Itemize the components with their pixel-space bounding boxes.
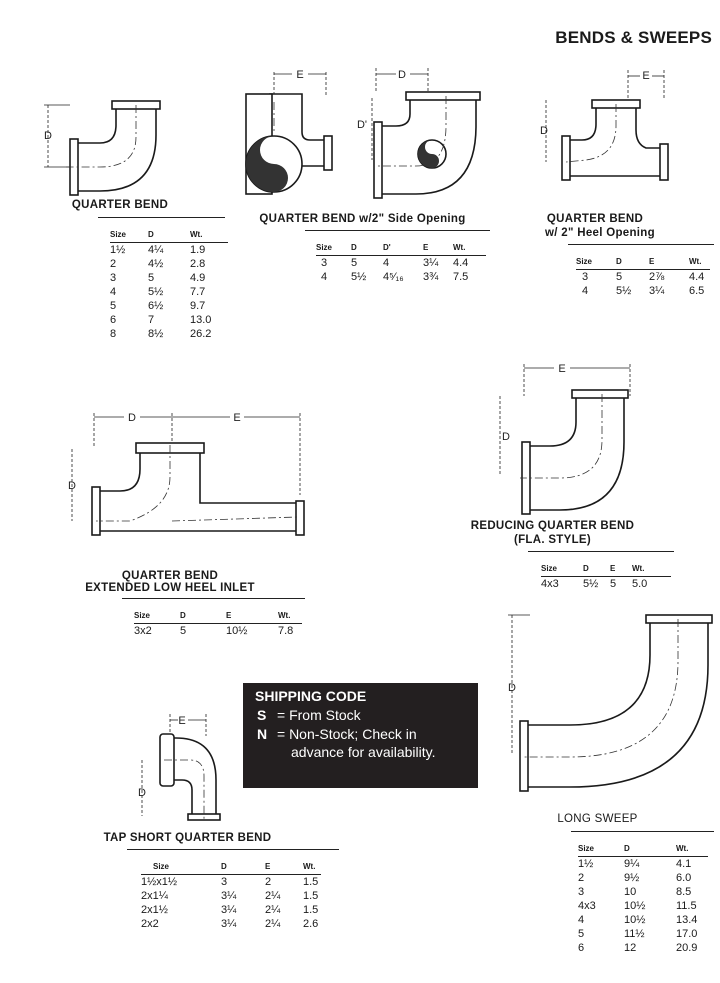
quarter-bend-diagram <box>40 95 180 200</box>
table-row: 3 10 8.5 <box>578 886 692 898</box>
table-row: 4 5½ 3¼ 6.5 <box>582 285 705 297</box>
tap-short-diagram <box>130 710 240 825</box>
table-header: Size <box>316 242 351 256</box>
low-heel-table <box>134 610 302 638</box>
reducing-table <box>541 563 671 591</box>
table-header: Size <box>576 256 616 270</box>
low-heel-caption-2: EXTENDED LOW HEEL INLET <box>85 582 255 594</box>
heel-opening-table <box>576 256 710 298</box>
page-title: BENDS & SWEEPS <box>555 28 712 47</box>
table-row: 2 9½ 6.0 <box>578 872 692 884</box>
svg-text:D: D <box>502 431 510 443</box>
table-row: 4 10½ 13.4 <box>578 914 698 926</box>
long-sweep-diagram <box>500 605 720 805</box>
svg-text:D: D <box>540 125 548 137</box>
heel-opening-diagram <box>530 64 670 184</box>
reducing-caption-1: REDUCING QUARTER BEND <box>470 520 635 532</box>
table-row: 1½ 4¼ 1.9 <box>110 244 206 256</box>
table-row: 3x2 5 10½ 7.8 <box>134 625 294 637</box>
table-row: 4x3 10½ 11.5 <box>578 900 697 912</box>
table-header: E <box>610 563 632 577</box>
table-header: Wt. <box>689 256 710 270</box>
side-opening-diagram <box>240 62 500 212</box>
shipping-code-s: S = From Stock <box>257 707 361 723</box>
table-row: 2x1½ 3¼ 2¼ 1.5 <box>141 904 319 916</box>
table-header: Wt. <box>278 610 302 624</box>
table-row: 4x3 5½ 5 5.0 <box>541 578 648 590</box>
table-header: Size <box>141 861 221 875</box>
table-row: 4 5½ 4⁵⁄₁₆ 3¾ 7.5 <box>321 271 469 283</box>
table-header: E <box>226 610 278 624</box>
table-header: Wt. <box>676 843 708 857</box>
svg-text:D: D <box>398 69 406 81</box>
svg-text:D: D <box>508 682 516 694</box>
svg-text:E: E <box>233 412 241 424</box>
quarter-bend-caption: QUARTER BEND <box>71 199 169 211</box>
shipping-code-title: SHIPPING CODE <box>255 688 367 704</box>
table-row: 5 11½ 17.0 <box>578 928 698 940</box>
table-row: 3 5 4 3¼ 4.4 <box>321 257 469 269</box>
table-header: E <box>423 242 453 256</box>
side-opening-table <box>316 242 486 284</box>
table-row: 1½x1½ 3 2 1.5 <box>141 876 319 888</box>
table-header: D <box>180 610 226 624</box>
table-header: Wt. <box>303 861 321 875</box>
low-heel-diagram <box>60 405 310 545</box>
table-row: 6 12 20.9 <box>578 942 698 954</box>
table-row: 5 6½ 9.7 <box>110 300 206 312</box>
heel-opening-caption-2: w/ 2" Heel Opening <box>545 227 655 239</box>
reducing-bend-diagram <box>490 360 640 520</box>
table-header: Size <box>541 563 583 577</box>
table-row: 2x1¼ 3¼ 2¼ 1.5 <box>141 890 319 902</box>
table-row: 4 5½ 7.7 <box>110 286 206 298</box>
table-header: D <box>624 843 676 857</box>
table-row: 1½ 9¼ 4.1 <box>578 858 692 870</box>
shipping-code-n-cont: advance for availability. <box>291 744 436 760</box>
table-header: D <box>351 242 383 256</box>
svg-text:E: E <box>558 363 566 375</box>
svg-text:D': D' <box>356 119 368 131</box>
svg-text:D: D <box>138 787 146 799</box>
table-header: E <box>649 256 689 270</box>
svg-text:D: D <box>68 480 76 492</box>
table-header: D <box>616 256 649 270</box>
svg-text:E: E <box>178 715 186 727</box>
heel-opening-caption-1: QUARTER BEND <box>546 213 644 225</box>
shipping-code-n: N = Non-Stock; Check in <box>257 726 417 742</box>
table-header: Size <box>110 229 148 243</box>
quarter-bend-table <box>110 229 228 341</box>
table-header: Size <box>578 843 624 857</box>
low-heel-caption-1: QUARTER BEND <box>121 570 219 582</box>
table-row: 2 4½ 2.8 <box>110 258 206 270</box>
table-header: Wt. <box>632 563 671 577</box>
table-row: 3 5 4.9 <box>110 272 206 284</box>
table-header: Wt. <box>453 242 486 256</box>
svg-text:E: E <box>296 69 304 81</box>
table-header: D <box>221 861 265 875</box>
table-header: D' <box>383 242 423 256</box>
reducing-caption-2: (FLA. STYLE) <box>513 534 592 546</box>
table-header: Wt. <box>190 229 228 243</box>
table-header: Size <box>134 610 180 624</box>
svg-text:E: E <box>642 70 650 82</box>
table-row: 6 7 13.0 <box>110 314 212 326</box>
tap-short-table <box>141 861 321 931</box>
long-sweep-caption: LONG SWEEP <box>557 813 638 825</box>
long-sweep-table <box>578 843 708 955</box>
table-header: E <box>265 861 303 875</box>
table-header: D <box>583 563 610 577</box>
tap-short-caption: TAP SHORT QUARTER BEND <box>103 832 272 844</box>
table-row: 8 8½ 26.2 <box>110 328 212 340</box>
svg-text:D: D <box>128 412 136 424</box>
table-row: 3 5 2⅞ 4.4 <box>582 271 705 283</box>
table-row: 2x2 3¼ 2¼ 2.6 <box>141 918 319 930</box>
shipping-code-box <box>243 683 478 788</box>
table-header: D <box>148 229 190 243</box>
svg-text:D: D <box>44 130 52 142</box>
side-opening-caption: QUARTER BEND w/2" Side Opening <box>259 213 466 225</box>
